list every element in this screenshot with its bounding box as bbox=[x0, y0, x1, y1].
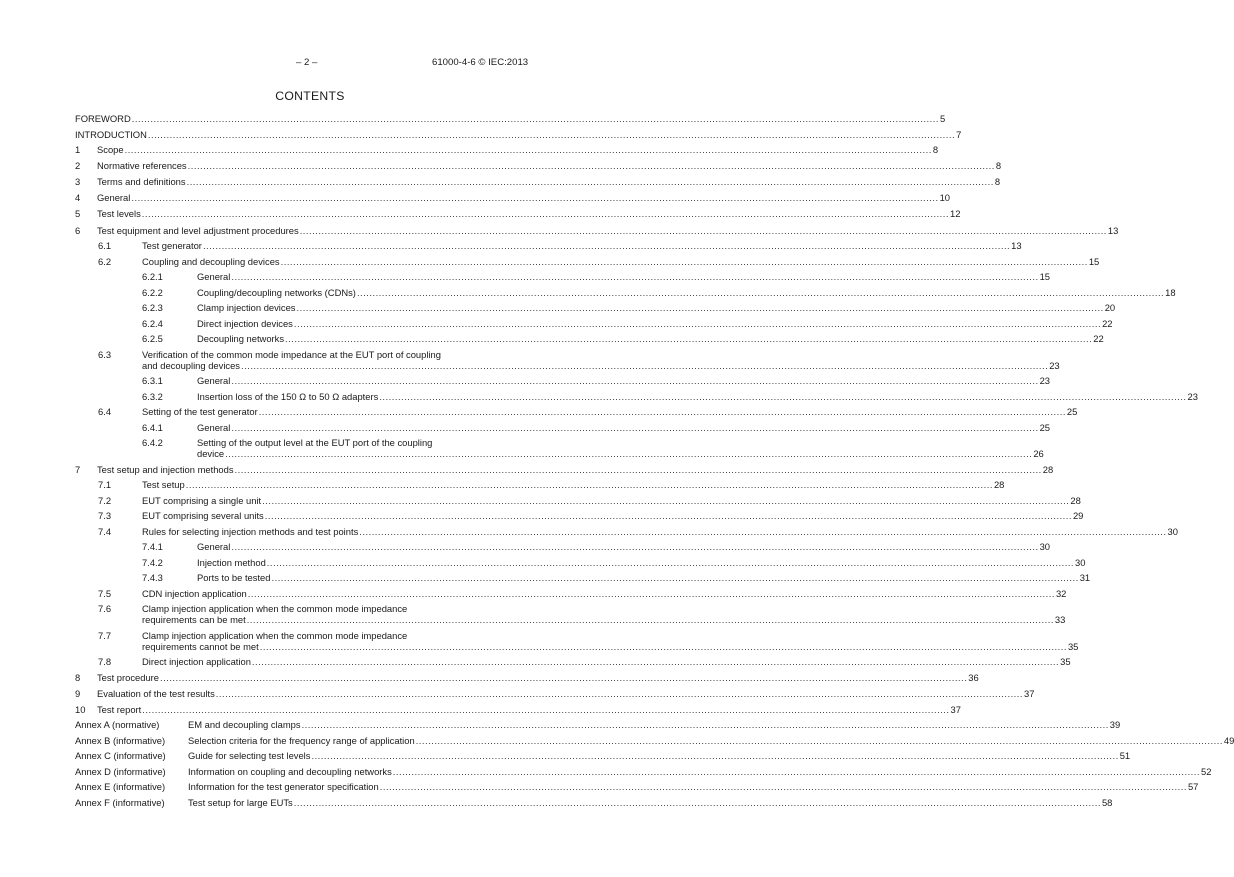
toc-entry-title: Injection method bbox=[197, 556, 266, 568]
toc-entry-number: 6.2.3 bbox=[142, 302, 163, 313]
toc-entry-title: Clamp injection devices bbox=[197, 302, 296, 313]
toc-leader-dots: .................................................................................................................................................................................................................................................................... bbox=[301, 719, 1109, 731]
toc-entry-title: Test setup and injection methods bbox=[97, 463, 234, 475]
toc-entry-number: 6.3.2 bbox=[142, 390, 163, 402]
toc-entry-number: 7.8 bbox=[98, 656, 112, 667]
toc-leader-dots: .................................................................................................................................................................................................................................................................... bbox=[296, 302, 1104, 313]
toc-entry-page: 30 bbox=[1039, 541, 1051, 552]
toc-entry-number: 6.2.5 bbox=[142, 333, 163, 344]
toc-leader-dots: .................................................................................................................................................................................................................................................................... bbox=[231, 541, 1039, 552]
toc-entry-page: 8 bbox=[995, 160, 1002, 172]
toc-leader-dots: .................................................................................................................................................................................................................................................................... bbox=[131, 113, 939, 124]
toc-entry-number: Annex A (normative) bbox=[75, 719, 160, 731]
toc-entry-page: 22 bbox=[1102, 317, 1113, 329]
toc-entry-number: 6.3.1 bbox=[142, 375, 163, 386]
toc-leader-dots: .................................................................................................................................................................................................................................................................... bbox=[262, 494, 1070, 506]
toc-leader-dots: .................................................................................................................................................................................................................................................................... bbox=[215, 687, 1023, 699]
toc-entry-title: Scope bbox=[97, 144, 124, 155]
toc-leader-dots: .................................................................................................................................................................................................................................................................... bbox=[225, 448, 1033, 459]
toc-entry-number: 6.2.1 bbox=[142, 271, 163, 282]
toc-entry-title: Test equipment and level adjustment procedures bbox=[97, 224, 299, 236]
toc-entry-page: 30 bbox=[1167, 525, 1178, 537]
toc-leader-dots: .................................................................................................................................................................................................................................................................... bbox=[241, 359, 1049, 371]
toc-entry-title-line: Clamp injection application when the common mode impedance bbox=[142, 629, 408, 641]
toc-leader-dots: .................................................................................................................................................................................................................................................................... bbox=[392, 765, 1200, 777]
toc-entry-title: Information on coupling and decoupling networks bbox=[188, 765, 392, 777]
toc-leader-dots: .................................................................................................................................................................................................................................................................... bbox=[202, 240, 1011, 251]
toc-entry-title: FOREWORD bbox=[75, 113, 131, 124]
toc-leader-dots: .................................................................................................................................................................................................................................................................... bbox=[415, 734, 1223, 746]
toc-leader-dots: .................................................................................................................................................................................................................................................................... bbox=[299, 224, 1107, 236]
toc-entry-page: 32 bbox=[1055, 587, 1067, 599]
toc-entry-page: 29 bbox=[1072, 510, 1084, 521]
toc-entry-title: Rules for selecting injection methods and test points bbox=[142, 525, 359, 537]
toc-entry-number: 7.7 bbox=[98, 629, 112, 641]
toc-entry-title: INTRODUCTION bbox=[75, 128, 147, 140]
toc-entry-title: device bbox=[197, 448, 225, 459]
toc-entry-page: 20 bbox=[1104, 302, 1116, 313]
toc-entry-title: Test report bbox=[97, 703, 142, 715]
toc-leader-dots: .................................................................................................................................................................................................................................................................... bbox=[285, 333, 1093, 344]
page-title: CONTENTS bbox=[275, 89, 345, 103]
toc-leader-dots: .................................................................................................................................................................................................................................................................... bbox=[186, 176, 994, 188]
toc-entry-page: 8 bbox=[994, 176, 1001, 188]
toc-entry-title: Test generator bbox=[142, 240, 202, 251]
toc-entry-page: 13 bbox=[1107, 224, 1119, 236]
toc-entry-page: 22 bbox=[1093, 333, 1104, 344]
toc-leader-dots: .................................................................................................................................................................................................................................................................... bbox=[247, 587, 1055, 599]
toc-entry-page: 25 bbox=[1066, 406, 1078, 417]
toc-entry-title: Selection criteria for the frequency range of application bbox=[188, 734, 415, 746]
toc-entry-number: 7.2 bbox=[98, 494, 112, 506]
toc-leader-dots: .................................................................................................................................................................................................................................................................... bbox=[142, 703, 950, 715]
toc-entry-title: General bbox=[97, 192, 131, 204]
toc-leader-dots: .................................................................................................................................................................................................................................................................... bbox=[131, 192, 939, 204]
toc-leader-dots: .................................................................................................................................................................................................................................................................... bbox=[234, 463, 1042, 475]
toc-entry-page: 23 bbox=[1039, 375, 1051, 386]
toc-entry-number: 6.2 bbox=[98, 255, 112, 267]
toc-entry-page: 35 bbox=[1060, 656, 1071, 667]
toc-entry-title-line: Setting of the output level at the EUT port of the coupling bbox=[197, 437, 433, 448]
toc-entry-page: 39 bbox=[1109, 719, 1121, 731]
toc-entry-page: 49 bbox=[1223, 734, 1234, 746]
toc-entry-number: Annex F (informative) bbox=[75, 796, 165, 808]
page-number: – 2 – bbox=[296, 57, 318, 68]
toc-entry-title: Evaluation of the test results bbox=[97, 687, 215, 699]
toc-entry-title: Coupling/decoupling networks (CDNs) bbox=[197, 286, 356, 298]
toc-leader-dots: .................................................................................................................................................................................................................................................................... bbox=[246, 614, 1054, 625]
toc-entry-number: Annex E (informative) bbox=[75, 781, 166, 793]
toc-entry-number: 4 bbox=[75, 192, 81, 204]
toc-entry-number: 7.4 bbox=[98, 525, 112, 537]
toc-entry-title-line: Clamp injection application when the common mode impedance bbox=[142, 603, 408, 614]
toc-entry-number: 2 bbox=[75, 160, 81, 172]
toc-entry-page: 37 bbox=[1024, 687, 1035, 699]
toc-entry-page: 8 bbox=[932, 144, 939, 155]
toc-entry-title: General bbox=[197, 375, 231, 386]
toc-entry-title: CDN injection application bbox=[142, 587, 247, 599]
toc-entry-page: 58 bbox=[1101, 796, 1113, 808]
toc-entry-page: 18 bbox=[1165, 286, 1176, 298]
toc-entry-title: EUT comprising a single unit bbox=[142, 494, 262, 506]
toc-entry-title: and decoupling devices bbox=[142, 359, 240, 371]
toc-entry-page: 7 bbox=[956, 128, 962, 140]
toc-entry-page: 52 bbox=[1201, 765, 1212, 777]
toc-entry-title: General bbox=[197, 421, 231, 433]
toc-leader-dots: .................................................................................................................................................................................................................................................................... bbox=[379, 390, 1187, 402]
toc-entry-number: 6.4.1 bbox=[142, 421, 163, 433]
toc-entry-number: Annex D (informative) bbox=[75, 765, 166, 777]
toc-entry-title: requirements can be met bbox=[142, 614, 246, 625]
toc-entry-number: 6.1 bbox=[98, 240, 112, 251]
toc-entry-title: Decoupling networks bbox=[197, 333, 285, 344]
toc-entry-number: 6.4.2 bbox=[142, 437, 163, 448]
toc-entry-title: Test setup bbox=[142, 479, 185, 490]
toc-entry-page: 37 bbox=[950, 703, 961, 715]
toc-leader-dots: .................................................................................................................................................................................................................................................................... bbox=[160, 671, 968, 683]
toc-entry-page: 23 bbox=[1187, 390, 1198, 402]
toc-leader-dots: .................................................................................................................................................................................................................................................................... bbox=[258, 406, 1066, 417]
toc-leader-dots: .................................................................................................................................................................................................................................................................... bbox=[231, 421, 1039, 433]
toc-leader-dots: .................................................................................................................................................................................................................................................................... bbox=[231, 375, 1039, 386]
toc-entry-title-line: Verification of the common mode impedance at the EUT port of coupling bbox=[142, 348, 441, 360]
standard-reference: 61000-4-6 © IEC:2013 bbox=[432, 57, 529, 68]
toc-entry-number: Annex C (informative) bbox=[75, 750, 166, 762]
toc-entry-title: EM and decoupling clamps bbox=[188, 719, 301, 731]
toc-entry-page: 13 bbox=[1011, 240, 1022, 251]
toc-entry-page: 30 bbox=[1075, 556, 1086, 568]
toc-entry-title: Direct injection application bbox=[142, 656, 251, 667]
toc-entry-title: Coupling and decoupling devices bbox=[142, 255, 280, 267]
toc-leader-dots: .................................................................................................................................................................................................................................................................... bbox=[251, 656, 1060, 667]
toc-entry-number: 6.3 bbox=[98, 348, 112, 360]
toc-entry-page: 57 bbox=[1187, 781, 1199, 793]
toc-entry-page: 28 bbox=[993, 479, 1005, 490]
toc-entry-page: 35 bbox=[1067, 640, 1079, 652]
toc-leader-dots: .................................................................................................................................................................................................................................................................... bbox=[124, 144, 932, 155]
toc-leader-dots: .................................................................................................................................................................................................................................................................... bbox=[379, 781, 1187, 793]
toc-leader-dots: .................................................................................................................................................................................................................................................................... bbox=[231, 271, 1039, 282]
toc-entry-page: 51 bbox=[1119, 750, 1131, 762]
toc-entry-page: 5 bbox=[939, 113, 946, 124]
toc-entry-title: Setting of the test generator bbox=[142, 406, 258, 417]
toc-entry-page: 26 bbox=[1033, 448, 1044, 459]
toc-leader-dots: .................................................................................................................................................................................................................................................................... bbox=[266, 556, 1075, 568]
toc-leader-dots: .................................................................................................................................................................................................................................................................... bbox=[187, 160, 995, 172]
toc-leader-dots: .................................................................................................................................................................................................................................................................... bbox=[264, 510, 1072, 521]
toc-entry-page: 10 bbox=[939, 192, 951, 204]
toc-entry-number: 7.4.2 bbox=[142, 556, 163, 568]
toc-entry-number: 6.2.2 bbox=[142, 286, 163, 298]
toc-leader-dots: .................................................................................................................................................................................................................................................................... bbox=[293, 796, 1101, 808]
toc-entry-page: 28 bbox=[1042, 463, 1054, 475]
toc-entry-title: EUT comprising several units bbox=[142, 510, 264, 521]
toc-entry-title: General bbox=[197, 271, 231, 282]
toc-leader-dots: .................................................................................................................................................................................................................................................................... bbox=[311, 750, 1119, 762]
toc-entry-title: Test setup for large EUTs bbox=[188, 796, 293, 808]
toc-entry-number: 10 bbox=[75, 703, 86, 715]
toc-entry-title: requirements cannot be met bbox=[142, 640, 259, 652]
toc-entry-title: Normative references bbox=[97, 160, 187, 172]
toc-entry-number: 6 bbox=[75, 224, 81, 236]
toc-entry-page: 15 bbox=[1088, 255, 1100, 267]
toc-entry-number: 8 bbox=[75, 671, 81, 683]
toc-entry-title: Ports to be tested bbox=[197, 572, 271, 583]
toc-entry-title: Insertion loss of the 150 Ω to 50 Ω adapters bbox=[197, 390, 379, 402]
toc-entry-number: 7 bbox=[75, 463, 81, 475]
toc-entry-number: 7.6 bbox=[98, 603, 112, 614]
toc-entry-title: Terms and definitions bbox=[97, 176, 186, 188]
toc-entry-page: 28 bbox=[1070, 494, 1081, 506]
toc-leader-dots: .................................................................................................................................................................................................................................................................... bbox=[271, 572, 1079, 583]
toc-entry-title: Guide for selecting test levels bbox=[188, 750, 311, 762]
toc-entry-page: 36 bbox=[968, 671, 979, 683]
toc-entry-title: Test levels bbox=[97, 208, 141, 220]
toc-entry-number: 7.4.1 bbox=[142, 541, 163, 552]
toc-entry-number: 5 bbox=[75, 208, 81, 220]
toc-entry-page: 25 bbox=[1039, 421, 1051, 433]
toc-entry-title: Direct injection devices bbox=[197, 317, 293, 329]
toc-entry-number: 7.4.3 bbox=[142, 572, 163, 583]
toc-leader-dots: .................................................................................................................................................................................................................................................................... bbox=[356, 286, 1165, 298]
toc-entry-page: 33 bbox=[1054, 614, 1066, 625]
toc-entry-number: 3 bbox=[75, 176, 81, 188]
toc-leader-dots: .................................................................................................................................................................................................................................................................... bbox=[185, 479, 993, 490]
toc-entry-title: Test procedure bbox=[97, 671, 160, 683]
toc-entry-page: 15 bbox=[1039, 271, 1051, 282]
toc-leader-dots: .................................................................................................................................................................................................................................................................... bbox=[293, 317, 1102, 329]
toc-leader-dots: .................................................................................................................................................................................................................................................................... bbox=[141, 208, 949, 220]
toc-leader-dots: .................................................................................................................................................................................................................................................................... bbox=[147, 128, 956, 140]
toc-entry-number: 1 bbox=[75, 144, 81, 155]
toc-leader-dots: .................................................................................................................................................................................................................................................................... bbox=[359, 525, 1167, 537]
toc-entry-title: Information for the test generator specification bbox=[188, 781, 379, 793]
toc-leader-dots: .................................................................................................................................................................................................................................................................... bbox=[259, 640, 1067, 652]
toc-entry-number: Annex B (informative) bbox=[75, 734, 166, 746]
toc-entry-number: 9 bbox=[75, 687, 81, 699]
toc-entry-page: 12 bbox=[949, 208, 961, 220]
toc-entry-number: 6.2.4 bbox=[142, 317, 163, 329]
toc-leader-dots: .................................................................................................................................................................................................................................................................... bbox=[280, 255, 1088, 267]
toc-entry-number: 7.1 bbox=[98, 479, 112, 490]
toc-entry-number: 7.3 bbox=[98, 510, 112, 521]
toc-entry-number: 6.4 bbox=[98, 406, 112, 417]
toc-entry-page: 23 bbox=[1049, 359, 1060, 371]
toc-entry-number: 7.5 bbox=[98, 587, 112, 599]
toc-entry-page: 31 bbox=[1079, 572, 1091, 583]
toc-entry-title: General bbox=[197, 541, 231, 552]
